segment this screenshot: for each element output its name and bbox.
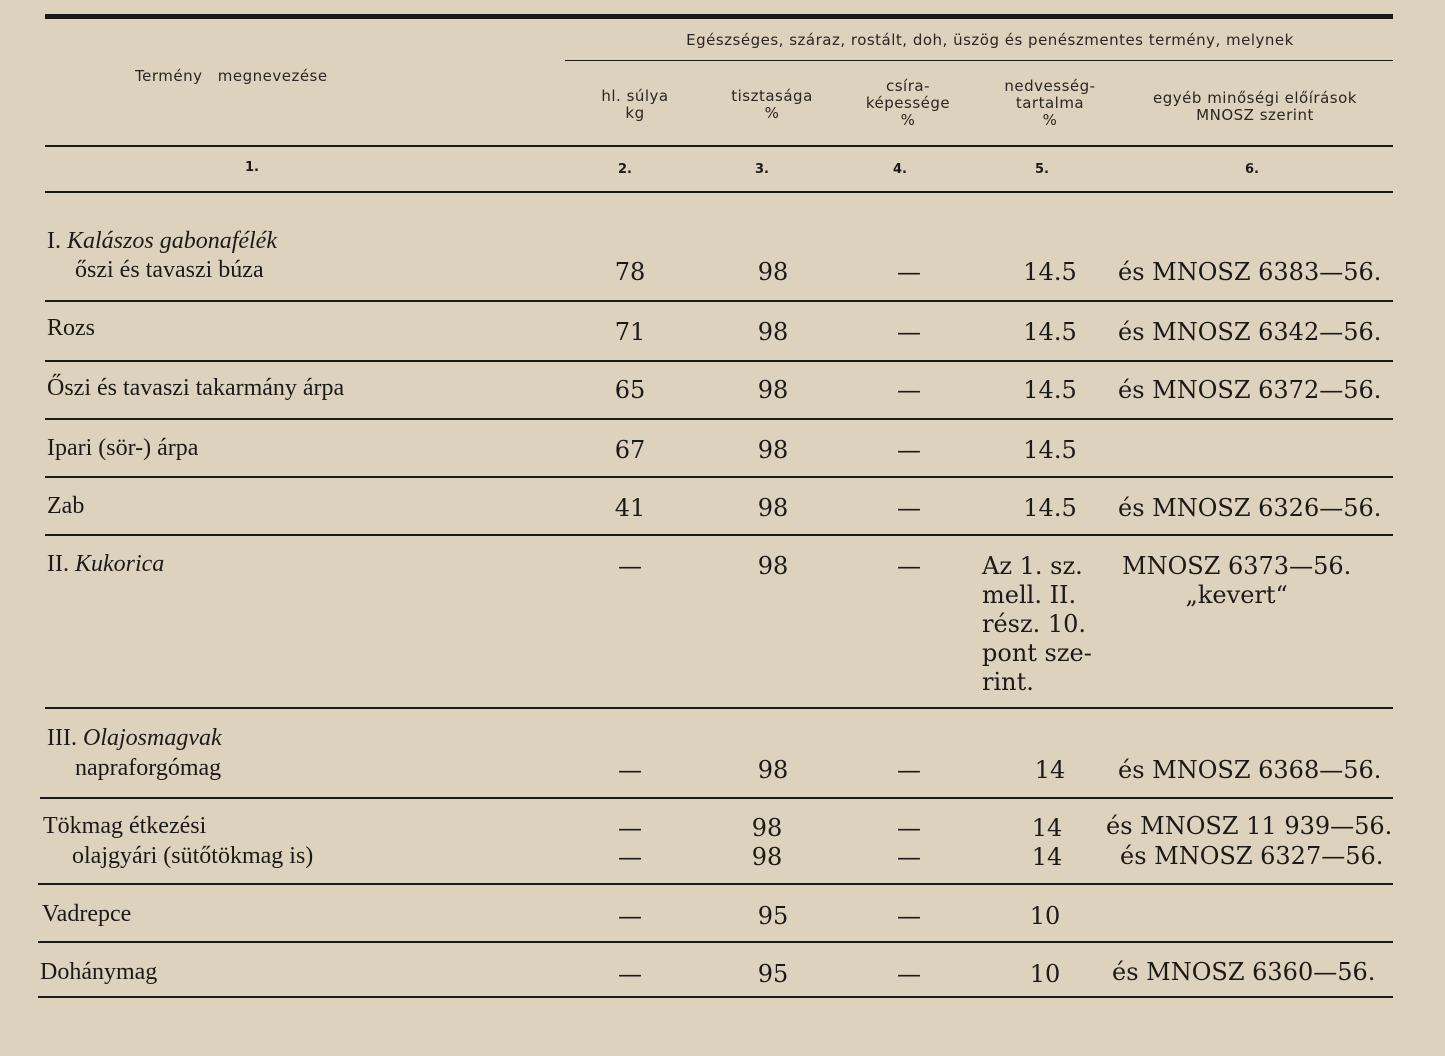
row-3-nedvesseg: 14.5	[1023, 436, 1077, 464]
row-2-tisztasag: 98	[757, 376, 789, 404]
row-6-name: napraforgómag	[75, 755, 222, 781]
row-rule	[45, 300, 1393, 302]
row-0-name: őszi és tavaszi búza	[75, 257, 264, 283]
bottom-rule	[38, 996, 1393, 998]
row-rule	[45, 360, 1393, 362]
row-2-hl: 65	[614, 376, 646, 404]
col-number-1: 1.	[245, 160, 259, 175]
row-8-csira: —	[897, 843, 921, 871]
section-title-3	[47, 724, 222, 752]
col-number-6: 6.	[1245, 162, 1259, 177]
col3-header: tisztasága %	[731, 87, 813, 122]
row-8-name: olajgyári (sütőtökmag is)	[72, 843, 314, 869]
row-10-csira: —	[897, 960, 921, 988]
section-roman: I.	[47, 228, 61, 254]
row-10-name: Dohánymag	[40, 959, 158, 985]
row-4-tisztasag: 98	[757, 494, 789, 522]
numbers-rule	[45, 191, 1393, 193]
row-rule	[40, 797, 1393, 799]
row-6-tisztasag: 98	[757, 756, 789, 784]
row-8-egyeb: és MNOSZ 6327—56.	[1120, 842, 1384, 870]
row-6-egyeb: és MNOSZ 6368—56.	[1118, 756, 1382, 784]
row-10-hl: —	[618, 960, 642, 988]
row-rule	[45, 707, 1393, 709]
col-number-3: 3.	[755, 162, 769, 177]
row-8-tisztasag: 98	[751, 843, 783, 871]
row-7-egyeb: és MNOSZ 11 939—56.	[1106, 812, 1393, 840]
section-title-2	[47, 550, 164, 578]
row-5-egyeb: MNOSZ 6373—56. „kevert“	[1122, 552, 1352, 609]
row-10-tisztasag: 95	[757, 960, 789, 988]
row-0-egyeb: és MNOSZ 6383—56.	[1118, 258, 1382, 286]
row-6-csira: —	[897, 756, 921, 784]
section-roman: III.	[47, 725, 77, 751]
row-3-csira: —	[897, 436, 921, 464]
row-4-hl: 41	[614, 494, 646, 522]
row-2-csira: —	[897, 376, 921, 404]
row-1-nedvesseg: 14.5	[1023, 318, 1077, 346]
col1-header: Termény megnevezése	[135, 67, 328, 85]
section-label: Olajosmagvak	[82, 725, 222, 751]
row-5-hl: —	[618, 552, 642, 580]
row-rule	[38, 883, 1393, 885]
row-rule	[45, 476, 1393, 478]
col5-header: nedvesség- tartalma %	[1004, 77, 1096, 129]
col2-header: hl. súlya kg	[601, 87, 669, 122]
row-4-egyeb: és MNOSZ 6326—56.	[1118, 494, 1382, 522]
row-4-name: Zab	[47, 493, 85, 519]
row-1-egyeb: és MNOSZ 6342—56.	[1118, 318, 1382, 346]
row-8-nedvesseg: 14	[1031, 843, 1063, 871]
row-3-tisztasag: 98	[757, 436, 789, 464]
row-1-hl: 71	[614, 318, 646, 346]
row-7-hl: —	[618, 814, 642, 842]
row-1-name: Rozs	[47, 315, 95, 341]
col-number-5: 5.	[1035, 162, 1049, 177]
row-9-hl: —	[618, 902, 642, 930]
row-5-csira: —	[897, 552, 921, 580]
row-rule	[45, 418, 1393, 420]
row-5-tisztasag: 98	[757, 552, 789, 580]
row-10-nedvesseg: 10	[1029, 960, 1061, 988]
row-2-egyeb: és MNOSZ 6372—56.	[1118, 376, 1382, 404]
row-4-csira: —	[897, 494, 921, 522]
row-6-hl: —	[618, 756, 642, 784]
row-9-csira: —	[897, 902, 921, 930]
row-0-tisztasag: 98	[757, 258, 789, 286]
row-rule	[38, 941, 1393, 943]
row-2-nedvesseg: 14.5	[1023, 376, 1077, 404]
row-7-nedvesseg: 14	[1031, 814, 1063, 842]
section-label: Kukorica	[74, 551, 165, 577]
row-0-nedvesseg: 14.5	[1023, 258, 1077, 286]
row-3-hl: 67	[614, 436, 646, 464]
row-5-nedvesseg: Az 1. sz. mell. II. rész. 10. pont sze- rint.	[982, 552, 1092, 696]
row-9-tisztasag: 95	[757, 902, 789, 930]
row-9-nedvesseg: 10	[1029, 902, 1061, 930]
row-7-csira: —	[897, 814, 921, 842]
row-2-name: Őszi és tavaszi takarmány árpa	[47, 375, 345, 401]
row-4-nedvesseg: 14.5	[1023, 494, 1077, 522]
row-10-egyeb: és MNOSZ 6360—56.	[1112, 958, 1376, 986]
top-rule	[45, 14, 1393, 19]
col-number-4: 4.	[893, 162, 907, 177]
row-7-tisztasag: 98	[751, 814, 783, 842]
section-roman: II.	[47, 551, 69, 577]
row-9-name: Vadrepce	[42, 901, 132, 927]
row-1-csira: —	[897, 318, 921, 346]
header-rule	[45, 145, 1393, 147]
row-6-nedvesseg: 14	[1034, 756, 1066, 784]
section-label: Kalászos gabonafélék	[67, 228, 277, 254]
group-header: Egészséges, száraz, rostált, doh, üszög és penészmentes termény, melynek	[686, 31, 1294, 49]
col4-header: csíra- képessége %	[865, 77, 951, 129]
group-rule	[565, 60, 1393, 61]
col6-header: egyéb minőségi előírások MNOSZ szerint	[1153, 89, 1357, 124]
row-0-csira: —	[897, 258, 921, 286]
row-3-name: Ipari (sör-) árpa	[47, 435, 199, 461]
section-title-1	[47, 227, 277, 255]
row-7-name: Tökmag étkezési	[43, 813, 207, 839]
col-number-2: 2.	[618, 162, 632, 177]
row-rule	[45, 534, 1393, 536]
row-8-hl: —	[618, 843, 642, 871]
row-0-hl: 78	[614, 258, 646, 286]
row-1-tisztasag: 98	[757, 318, 789, 346]
